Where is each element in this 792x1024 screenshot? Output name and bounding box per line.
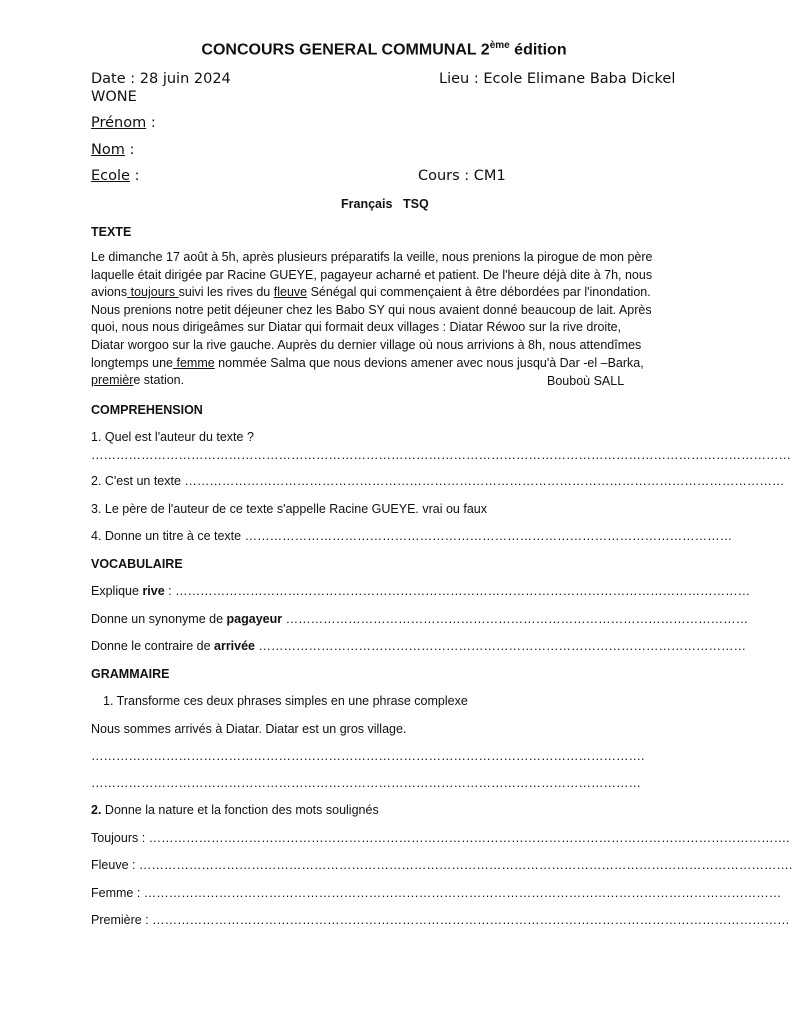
- text-line: laquelle était dirigée par Racine GUEYE, pagayeur acharné et patient. De l'heure déjà dite à 7h, nous: [91, 267, 653, 282]
- vocabulaire-heading: VOCABULAIRE: [91, 557, 183, 571]
- text-line: longtemps une femme nommée Salma que nous devions amener avec nous jusqu'à Dar -el –Barka,: [91, 355, 644, 370]
- answer-line: ……………………………………………………………………………………………………………………: [91, 776, 641, 790]
- question-1: 1. Quel est l'auteur du texte ?: [91, 430, 254, 444]
- vocab-question-1: Explique rive : …………………………………………………………………………………………………………………………: [91, 584, 751, 598]
- cours-field: Cours : CM1: [418, 168, 506, 184]
- text-line: première station.: [91, 373, 185, 388]
- texte-heading: TEXTE: [91, 225, 132, 239]
- text-author: Bouboù SALL: [547, 374, 625, 388]
- word-fleuve-line: Fleuve : ………………………………………………………………………………………………………………………………………….: [91, 858, 792, 872]
- word-femme-line: Femme : ………………………………………………………………………………………………………………………………………: [91, 886, 782, 900]
- grammar-question-1: 1. Transforme ces deux phrases simples en une phrase complexe: [103, 694, 468, 708]
- text-line: avions toujours suivi les rives du fleuve Sénégal qui commençaient à être débordées par l'inondation.: [91, 285, 651, 300]
- answer-line: …………………………………………………………………………………………………………………….: [91, 749, 645, 763]
- word-premiere-line: Première : ………………………………………………………………………………………………………………………………………: [91, 913, 790, 927]
- grammar-question-2: 2. Donne la nature et la fonction des mots soulignés: [91, 803, 379, 817]
- underlined-femme: femme: [173, 355, 215, 370]
- word-toujours-line: Toujours : ……………………………………………………………………………………………………………………………………….: [91, 831, 790, 845]
- ecole-field: Ecole :: [91, 168, 140, 184]
- grammaire-heading: GRAMMAIRE: [91, 667, 170, 681]
- underlined-toujours: toujours: [127, 285, 179, 300]
- question-4: 4. Donne un titre à ce texte ………………………………………………………………………………………………………: [91, 529, 733, 543]
- subject-tsq: TSQ: [403, 197, 429, 211]
- question-2: 2. C'est un texte ………………………………………………………………………………………………………………………………: [91, 474, 785, 488]
- comprehension-heading: COMPREHENSION: [91, 403, 203, 417]
- text-line: quoi, nous nous dirigeâmes sur Diatar qui formait deux villages : Diatar Réwoo sur la rive droite,: [91, 320, 622, 335]
- date-line: Date : 28 juin 2024: [91, 71, 231, 87]
- reading-text: [91, 249, 681, 390]
- question-3: 3. Le père de l'auteur de ce texte s'appelle Racine GUEYE. vrai ou faux: [91, 502, 487, 516]
- grammar-sentence: Nous sommes arrivés à Diatar. Diatar est un gros village.: [91, 722, 407, 736]
- subject-francais: Français: [341, 197, 393, 211]
- answer-line-1: ……………………………………………………………………………………………………………………………………………………: [91, 448, 791, 462]
- nom-field: Nom :: [91, 142, 135, 158]
- underlined-premiere: premièr: [91, 373, 134, 388]
- text-line: Diatar worgoo sur la rive gauche. Auprès du dernier village où nous arrivions à 8h, nous attendîmes: [91, 337, 642, 352]
- prenom-field: Prénom :: [91, 115, 156, 131]
- lieu-continued: WONE: [91, 89, 137, 105]
- vocab-question-2: Donne un synonyme de pagayeur …………………………………………………………………………………………………: [91, 612, 749, 626]
- vocab-question-3: Donne le contraire de arrivée ………………………………………………………………………………………………………: [91, 639, 746, 653]
- text-line: Le dimanche 17 août à 5h, après plusieurs préparatifs la veille, nous prenions la pirogue de mon père: [91, 250, 653, 264]
- lieu-line: Lieu : Ecole Elimane Baba Dickel: [439, 71, 676, 87]
- underlined-fleuve: fleuve: [273, 285, 308, 300]
- text-line: Nous prenions notre petit déjeuner chez les Babo SY qui nous avaient donné beaucoup de lait. Après: [91, 302, 652, 317]
- page-title: CONCOURS GENERAL COMMUNAL 2ème édition: [201, 40, 567, 59]
